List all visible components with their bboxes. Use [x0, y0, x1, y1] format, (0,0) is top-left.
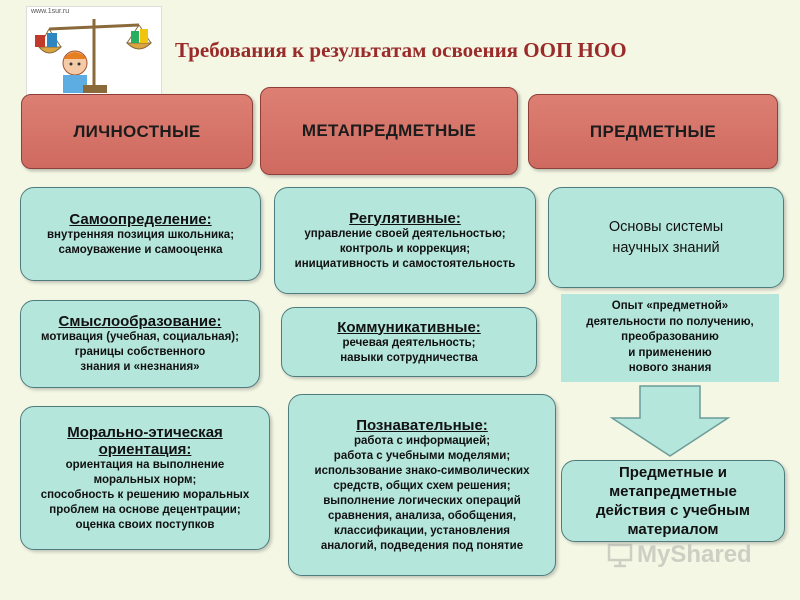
subject-scientific-knowledge-text: Основы системы научных знаний — [608, 218, 724, 256]
personal-meaning-formation-box — [20, 300, 260, 388]
header-personal-label: ЛИЧНОСТНЫЕ — [73, 121, 201, 141]
header-personal — [21, 94, 253, 169]
header-meta — [260, 87, 518, 175]
subject-experience-text: Опыт «предметной» деятельности по получению, преобразованию и применению нового знания — [586, 300, 754, 375]
watermark-text: MyShared — [637, 541, 752, 568]
subject-scientific-knowledge-box — [548, 187, 784, 288]
header-meta-label: МЕТАПРЕДМЕТНЫЕ — [301, 121, 477, 140]
header-subject-label: ПРЕДМЕТНЫЕ — [589, 121, 717, 141]
personal-moral-ethical-heading: Морально-этическая ориентация: — [67, 423, 223, 458]
meta-communicative-box — [281, 307, 537, 377]
down-arrow-icon — [606, 384, 734, 460]
scales-child-icon — [27, 7, 161, 95]
header-subject — [528, 94, 778, 169]
personal-moral-ethical-box — [20, 406, 270, 550]
personal-self-determination-box — [20, 187, 261, 281]
logo-url-text: www.1sur.ru — [31, 8, 70, 15]
meta-cognitive-box — [288, 394, 556, 576]
presentation-icon — [607, 542, 633, 568]
meta-communicative-text: речевая деятельность; навыки сотрудничества — [340, 336, 478, 364]
personal-meaning-formation-heading: Смыслообразование: — [58, 313, 222, 330]
personal-self-determination-text: внутренняя позиция школьника; самоуважение и самооценка — [46, 228, 235, 256]
meta-cognitive-text: работа с информацией; работа с учебными моделями; использование знако-символических средств, общих схем решения; выполнение логических операций сравнения, анализа, обобщения, классификации, установления аналогий, подведения под понятие — [314, 434, 530, 552]
meta-regulatory-box — [274, 187, 536, 294]
meta-cognitive-heading: Познавательные: — [356, 416, 488, 434]
page-title: Требования к результатам освоения ООП НОО — [175, 38, 627, 62]
subject-experience-box — [561, 294, 779, 382]
subject-actions-text: Предметные и метапредметные действия с учебным материалом — [595, 464, 751, 538]
meta-regulatory-text: управление своей деятельностью; контроль и коррекция; инициативность и самостоятельность — [294, 227, 516, 270]
subject-actions-box — [561, 460, 785, 542]
meta-regulatory-heading: Регулятивные: — [349, 209, 461, 227]
personal-meaning-formation-text: мотивация (учебная, социальная); границы собственного знания и «незнания» — [41, 331, 239, 373]
personal-self-determination-heading: Самоопределение: — [69, 210, 212, 228]
logo-illustration — [26, 6, 162, 96]
watermark — [607, 538, 767, 572]
personal-moral-ethical-text: ориентация на выполнение моральных норм; способность к решению моральных проблем на основе децентрации; оценка своих поступков — [40, 458, 250, 531]
meta-communicative-heading: Коммуникативные: — [337, 318, 481, 336]
